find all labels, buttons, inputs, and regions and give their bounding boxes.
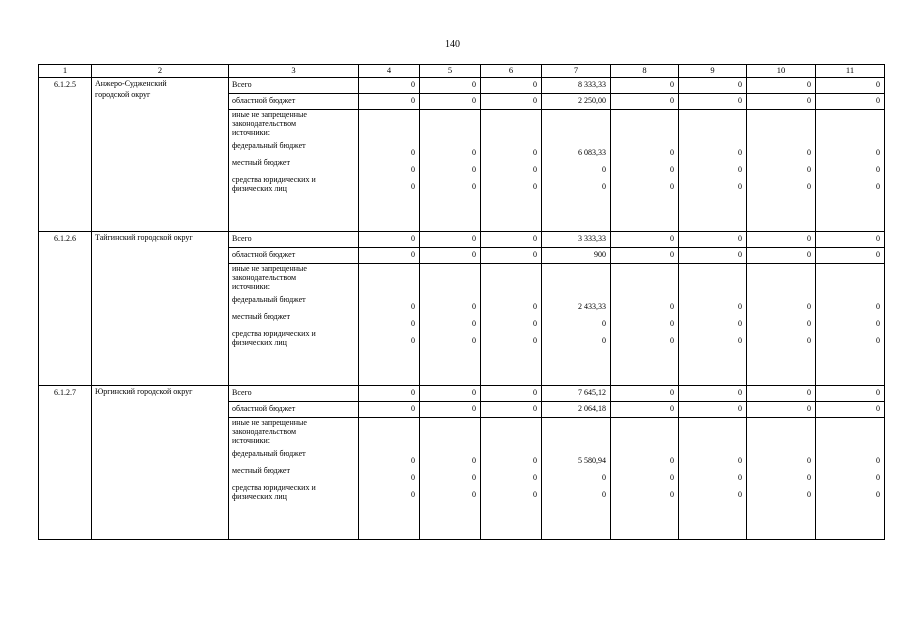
value-cell: 0: [679, 78, 747, 94]
value-local: 0: [533, 165, 537, 174]
value-stack-cell: [747, 110, 816, 232]
other-sources-title-line: источники:: [232, 282, 270, 291]
other-sources-title-line: законодательством: [232, 273, 297, 282]
header-cell: 1: [39, 65, 92, 78]
source-label-total: Всего: [229, 386, 359, 402]
value-cell: 0: [747, 78, 816, 94]
value-cell: 0: [679, 386, 747, 402]
value-cell: 0: [420, 94, 481, 110]
value-cell: 0: [611, 248, 679, 264]
value-cell: 0: [679, 94, 747, 110]
value-local: 0: [670, 165, 674, 174]
value-stack-cell: [611, 264, 679, 386]
value-legal-persons: 0: [472, 490, 476, 499]
value-cell: 0: [679, 248, 747, 264]
value-legal-persons: 0: [472, 182, 476, 191]
source-label-local: местный бюджет: [232, 158, 290, 167]
row-code: 6.1.2.7: [39, 386, 92, 540]
source-label-total: Всего: [229, 78, 359, 94]
header-cell: 4: [359, 65, 420, 78]
legal-persons-line: физических лиц: [232, 492, 287, 501]
value-cell: 0: [420, 386, 481, 402]
table-body: [39, 65, 885, 540]
value-stack-cell: [679, 418, 747, 540]
header-cell: 6: [481, 65, 542, 78]
legal-persons-line: физических лиц: [232, 338, 287, 347]
header-cell: 8: [611, 65, 679, 78]
municipality-name: [92, 232, 229, 386]
value-stack-cell: [816, 110, 885, 232]
other-sources-title-line: законодательством: [232, 119, 297, 128]
value-cell: 0: [359, 386, 420, 402]
value-stack-cell: [359, 418, 420, 540]
value-cell: 0: [481, 94, 542, 110]
other-sources-title-line: источники:: [232, 436, 270, 445]
value-legal-persons: 0: [876, 336, 880, 345]
value-stack-cell: [611, 418, 679, 540]
legal-persons-line: средства юридических и: [232, 329, 316, 338]
header-cell: 10: [747, 65, 816, 78]
value-local: 0: [738, 473, 742, 482]
value-stack-cell: [420, 264, 481, 386]
value-local: 0: [533, 473, 537, 482]
value-stack-cell: [747, 264, 816, 386]
value-cell: 0: [816, 248, 885, 264]
legal-persons-line: средства юридических и: [232, 483, 316, 492]
source-label-total: Всего: [229, 232, 359, 248]
value-stack-cell: [747, 418, 816, 540]
header-cell: 2: [92, 65, 229, 78]
other-sources-title-line: источники:: [232, 128, 270, 137]
value-legal-persons: 0: [602, 336, 606, 345]
header-cell: 5: [420, 65, 481, 78]
value-federal: 0: [533, 302, 537, 311]
value-stack-cell: [542, 110, 611, 232]
value-federal: 5 580,94: [578, 456, 606, 465]
legal-persons-line: физических лиц: [232, 184, 287, 193]
value-federal: 0: [738, 148, 742, 157]
value-local: 0: [602, 165, 606, 174]
value-local: 0: [807, 319, 811, 328]
value-cell: 0: [747, 402, 816, 418]
source-label-regional: областной бюджет: [229, 94, 359, 110]
value-local: 0: [738, 319, 742, 328]
value-legal-persons: 0: [411, 336, 415, 345]
source-label-legal-persons: [232, 479, 355, 501]
value-stack-cell: [679, 264, 747, 386]
value-stack-cell: [481, 418, 542, 540]
value-federal: 0: [411, 302, 415, 311]
value-local: 0: [876, 165, 880, 174]
source-label-local: местный бюджет: [232, 466, 290, 475]
value-stack-cell: [359, 110, 420, 232]
source-label-regional: областной бюджет: [229, 402, 359, 418]
value-stack-cell: [816, 264, 885, 386]
value-stack-cell: [611, 110, 679, 232]
value-stack-cell: [679, 110, 747, 232]
value-legal-persons: 0: [876, 490, 880, 499]
value-cell: 0: [611, 94, 679, 110]
value-legal-persons: 0: [411, 182, 415, 191]
value-local: 0: [472, 473, 476, 482]
source-label-federal: федеральный бюджет: [232, 449, 306, 458]
value-legal-persons: 0: [411, 490, 415, 499]
value-federal: 0: [738, 456, 742, 465]
value-cell: 0: [816, 94, 885, 110]
value-cell: 0: [481, 78, 542, 94]
value-cell: 0: [420, 402, 481, 418]
value-federal: 0: [876, 302, 880, 311]
value-federal: 0: [807, 456, 811, 465]
value-stack-cell: [420, 418, 481, 540]
value-cell: 0: [816, 386, 885, 402]
source-label-other: [229, 264, 359, 386]
value-legal-persons: 0: [602, 182, 606, 191]
row-code: 6.1.2.6: [39, 232, 92, 386]
value-legal-persons: 0: [533, 336, 537, 345]
value-federal: 0: [807, 302, 811, 311]
municipality-name-line: Анжеро-Судженский: [95, 79, 167, 88]
value-legal-persons: 0: [738, 182, 742, 191]
value-federal: 0: [807, 148, 811, 157]
value-legal-persons: 0: [807, 490, 811, 499]
value-cell: 2 250,00: [542, 94, 611, 110]
source-label-legal-persons: [232, 325, 355, 347]
value-legal-persons: 0: [670, 490, 674, 499]
source-label-federal: федеральный бюджет: [232, 295, 306, 304]
value-legal-persons: 0: [807, 336, 811, 345]
value-federal: 6 083,33: [578, 148, 606, 157]
other-sources-title-line: законодательством: [232, 427, 297, 436]
value-legal-persons: 0: [670, 336, 674, 345]
value-local: 0: [807, 165, 811, 174]
value-local: 0: [876, 473, 880, 482]
value-cell: 2 064,18: [542, 402, 611, 418]
value-cell: 0: [359, 232, 420, 248]
value-legal-persons: 0: [738, 336, 742, 345]
source-label-legal-persons: [232, 171, 355, 193]
value-federal: 0: [472, 302, 476, 311]
value-federal: 0: [472, 148, 476, 157]
municipality-name: [92, 78, 229, 232]
value-cell: 900: [542, 248, 611, 264]
row-code: 6.1.2.5: [39, 78, 92, 232]
value-legal-persons: 0: [670, 182, 674, 191]
header-cell: 7: [542, 65, 611, 78]
value-stack-cell: [359, 264, 420, 386]
value-legal-persons: 0: [533, 182, 537, 191]
legal-persons-line: средства юридических и: [232, 175, 316, 184]
header-cell: 11: [816, 65, 885, 78]
value-cell: 0: [679, 402, 747, 418]
municipality-name-line: Тайгинский городской округ: [95, 233, 193, 242]
value-local: 0: [876, 319, 880, 328]
value-local: 0: [533, 319, 537, 328]
source-label-other: [229, 110, 359, 232]
value-local: 0: [738, 165, 742, 174]
value-cell: 0: [420, 78, 481, 94]
page-number: 140: [445, 39, 460, 50]
value-cell: 3 333,33: [542, 232, 611, 248]
value-federal: 0: [670, 302, 674, 311]
other-sources-title-line: иные не запрещенные: [232, 110, 307, 119]
value-cell: 0: [420, 248, 481, 264]
table-row: [39, 386, 885, 402]
value-legal-persons: 0: [533, 490, 537, 499]
municipality-name: [92, 386, 229, 540]
value-federal: 0: [472, 456, 476, 465]
other-sources-title-line: иные не запрещенные: [232, 418, 307, 427]
source-label-federal: федеральный бюджет: [232, 141, 306, 150]
value-federal: 0: [876, 456, 880, 465]
value-cell: 0: [611, 386, 679, 402]
value-local: 0: [670, 319, 674, 328]
value-local: 0: [602, 473, 606, 482]
value-legal-persons: 0: [602, 490, 606, 499]
table-row: [39, 232, 885, 248]
source-label-local: местный бюджет: [232, 312, 290, 321]
municipality-name-line: городской округ: [95, 90, 151, 99]
value-federal: 0: [533, 456, 537, 465]
value-federal: 2 433,33: [578, 302, 606, 311]
value-stack-cell: [481, 264, 542, 386]
value-cell: 7 645,12: [542, 386, 611, 402]
value-legal-persons: 0: [472, 336, 476, 345]
value-cell: 0: [481, 248, 542, 264]
value-cell: 0: [611, 232, 679, 248]
value-federal: 0: [876, 148, 880, 157]
municipality-name-line: Юргинский городской округ: [95, 387, 193, 396]
value-cell: 0: [747, 248, 816, 264]
value-cell: 0: [816, 78, 885, 94]
value-cell: 0: [747, 94, 816, 110]
value-federal: 0: [411, 148, 415, 157]
value-cell: 0: [679, 232, 747, 248]
value-legal-persons: 0: [807, 182, 811, 191]
header-cell: 9: [679, 65, 747, 78]
value-federal: 0: [533, 148, 537, 157]
value-cell: 0: [816, 402, 885, 418]
value-federal: 0: [411, 456, 415, 465]
value-cell: 0: [359, 248, 420, 264]
value-local: 0: [807, 473, 811, 482]
header-cell: 3: [229, 65, 359, 78]
value-local: 0: [670, 473, 674, 482]
table-row: [39, 78, 885, 94]
value-cell: 0: [359, 94, 420, 110]
value-cell: 0: [481, 232, 542, 248]
header-row: [39, 65, 885, 78]
source-label-regional: областной бюджет: [229, 248, 359, 264]
value-legal-persons: 0: [876, 182, 880, 191]
value-cell: 0: [420, 232, 481, 248]
value-stack-cell: [542, 418, 611, 540]
value-local: 0: [411, 165, 415, 174]
value-legal-persons: 0: [738, 490, 742, 499]
value-cell: 0: [816, 232, 885, 248]
value-federal: 0: [670, 148, 674, 157]
value-stack-cell: [816, 418, 885, 540]
value-stack-cell: [420, 110, 481, 232]
value-cell: 0: [359, 78, 420, 94]
value-cell: 0: [481, 402, 542, 418]
other-sources-title-line: иные не запрещенные: [232, 264, 307, 273]
value-cell: 0: [359, 402, 420, 418]
value-federal: 0: [670, 456, 674, 465]
value-cell: 0: [611, 402, 679, 418]
source-label-other: [229, 418, 359, 540]
value-local: 0: [602, 319, 606, 328]
value-cell: 0: [481, 386, 542, 402]
value-stack-cell: [542, 264, 611, 386]
value-local: 0: [411, 473, 415, 482]
value-cell: 8 333,33: [542, 78, 611, 94]
value-local: 0: [411, 319, 415, 328]
value-local: 0: [472, 319, 476, 328]
value-cell: 0: [747, 386, 816, 402]
value-federal: 0: [738, 302, 742, 311]
value-stack-cell: [481, 110, 542, 232]
value-cell: 0: [611, 78, 679, 94]
value-local: 0: [472, 165, 476, 174]
value-cell: 0: [747, 232, 816, 248]
budget-table: [38, 64, 885, 540]
